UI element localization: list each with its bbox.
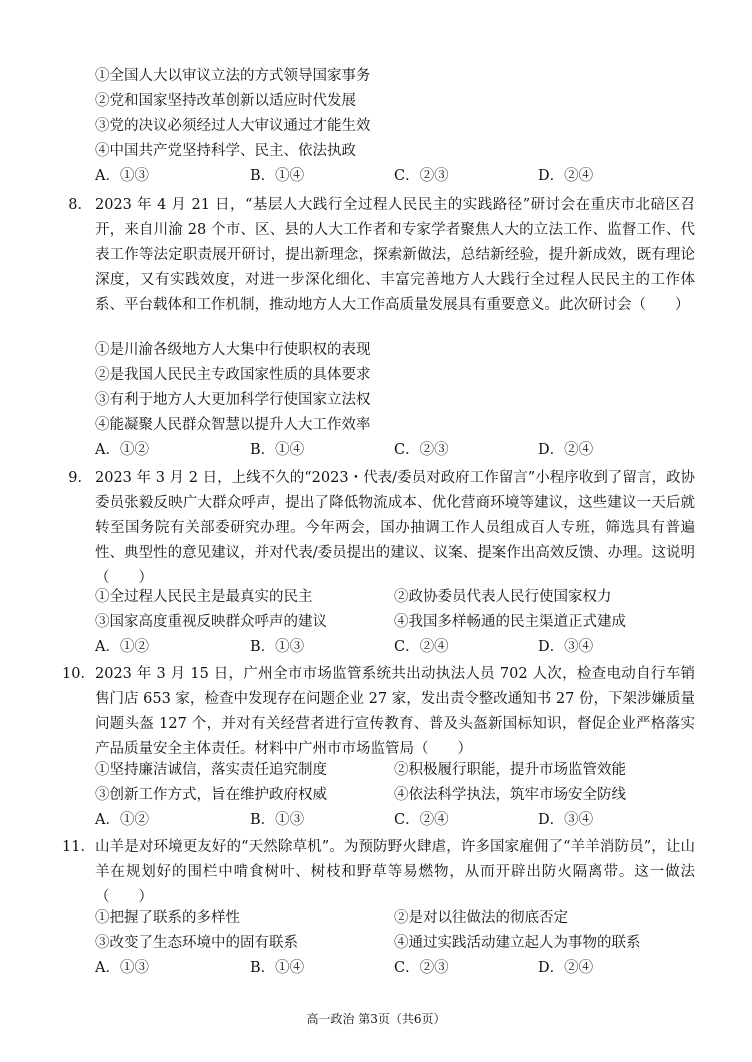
q7-answer-a: A．①③: [95, 168, 149, 184]
q8-stem: 2023 年 4 月 21 日，“基层人大践行全过程人民民主的实践路径”研讨会在重庆市北碚区召开，来自川渝 28 个市、区、县的人大工作者和专家学者聚焦人大的立法工作、监督工作、代表工作等法定职责展开研讨，提出新理念，探索新做法，总结新经验，提升新成效，既有理论深度，又有实践效度，对进一步深化细化、丰富完善地方人大践行全过程人民民主的工作体系、平台载体和工作机制，推动地方人大工作高质量发展具有重要意义。此次研讨会（ ）: [95, 197, 695, 313]
q11-statement-3: ③改变了生态环境中的固有联系: [95, 935, 298, 951]
q8-statement-4: ④能凝聚人民群众智慧以提升人大工作效率: [95, 417, 371, 433]
page-footer: 高一政治 第3页（共6页）: [306, 1012, 446, 1026]
q10-answer-c: C．②④: [394, 812, 449, 828]
q8-answer-a: A．①②: [95, 442, 149, 458]
q7-statement-4: ④中国共产党坚持科学、民主、依法执政: [95, 143, 356, 159]
q10-statement-1: ①坚持廉洁诚信，落实责任追究制度: [95, 762, 327, 778]
q11-answer-d: D．②④: [538, 960, 594, 976]
q11-answer-a: A．①③: [95, 960, 149, 976]
q7-statement-1: ①全国人大以审议立法的方式领导国家事务: [95, 68, 371, 84]
q10-stem: 2023 年 3 月 15 日，广州全市市场监管系统共出动执法人员 702 人次，检查电动自行车销售门店 653 家，检查中发现存在问题企业 27 家，发出责令整改通知书 27 份，下架涉嫌质量问题头盔 127 个，并对有关经营者进行宣传教育、普及头盔新国标知识，督促企业严格落实产品质量安全主体责任。材料中广州市市场监管局（ ）: [95, 666, 695, 757]
q9-answer-a: A．①②: [95, 639, 149, 655]
q8-answer-b: B．①④: [250, 442, 305, 458]
q11-statement-4: ④通过实践活动建立起人为事物的联系: [394, 935, 641, 951]
q8-answer-d: D．②④: [538, 442, 594, 458]
q8-statement-1: ①是川渝各级地方人大集中行使职权的表现: [95, 342, 371, 358]
q7-statement-3: ③党的决议必须经过人大审议通过才能生效: [95, 118, 371, 134]
q10-statement-2: ②积极履行职能，提升市场监管效能: [394, 762, 626, 778]
q9-answer-d: D．③④: [538, 639, 594, 655]
q8-answer-c: C．②③: [394, 442, 449, 458]
q10-answer-d: D．③④: [538, 812, 594, 828]
q9-statement-4: ④我国多样畅通的民主渠道正式建成: [394, 614, 626, 630]
q9-statement-2: ②政协委员代表人民行使国家权力: [394, 589, 612, 605]
q9-answer-c: C．②④: [394, 639, 449, 655]
q9-number: 9．: [68, 470, 92, 486]
q7-answer-b: B．①④: [250, 168, 305, 184]
q8-number: 8．: [68, 197, 92, 213]
q11-stem: 山羊是对环境更友好的“天然除草机”。为预防野火肆虐，许多国家雇佣了“羊羊消防员”，让山羊在规划好的围栏中啃食树叶、树枝和野草等易燃物，从而开辟出防火隔离带。这一做法（ ）: [95, 839, 695, 905]
q9-statement-1: ①全过程人民民主是最真实的民主: [95, 589, 313, 605]
q10-statement-4: ④依法科学执法，筑牢市场安全防线: [394, 787, 626, 803]
q11-statement-1: ①把握了联系的多样性: [95, 910, 240, 926]
q8-statement-2: ②是我国人民民主专政国家性质的具体要求: [95, 367, 371, 383]
q9-stem: 2023 年 3 月 2 日，上线不久的“2023・代表/委员对政府工作留言”小程序收到了留言，政协委员张毅反映广大群众呼声，提出了降低物流成本、优化营商环境等建议，这些建议一天后就转至国务院有关部委研究办理。今年两会，国办抽调工作人员组成百人专班，筛选具有普遍性、典型性的意见建议，并对代表/委员提出的建议、议案、提案作出高效反馈、办理。这说明（ ）: [95, 470, 695, 586]
q7-answer-c: C．②③: [394, 168, 449, 184]
q10-answer-a: A．①②: [95, 812, 149, 828]
q11-statement-2: ②是对以往做法的彻底否定: [394, 910, 568, 926]
q11-number: 11．: [62, 839, 95, 855]
q7-answer-d: D．②④: [538, 168, 594, 184]
q10-statement-3: ③创新工作方式，旨在维护政府权威: [95, 787, 327, 803]
q7-statement-2: ②党和国家坚持改革创新以适应时代发展: [95, 93, 356, 109]
q9-statement-3: ③国家高度重视反映群众呼声的建议: [95, 614, 327, 630]
q10-answer-b: B．①③: [250, 812, 305, 828]
q11-answer-c: C．②③: [394, 960, 449, 976]
q8-statement-3: ③有利于地方人大更加科学行使国家立法权: [95, 392, 371, 408]
q10-number: 10．: [62, 666, 95, 682]
q9-answer-b: B．①③: [250, 639, 305, 655]
q11-answer-b: B．①④: [250, 960, 305, 976]
